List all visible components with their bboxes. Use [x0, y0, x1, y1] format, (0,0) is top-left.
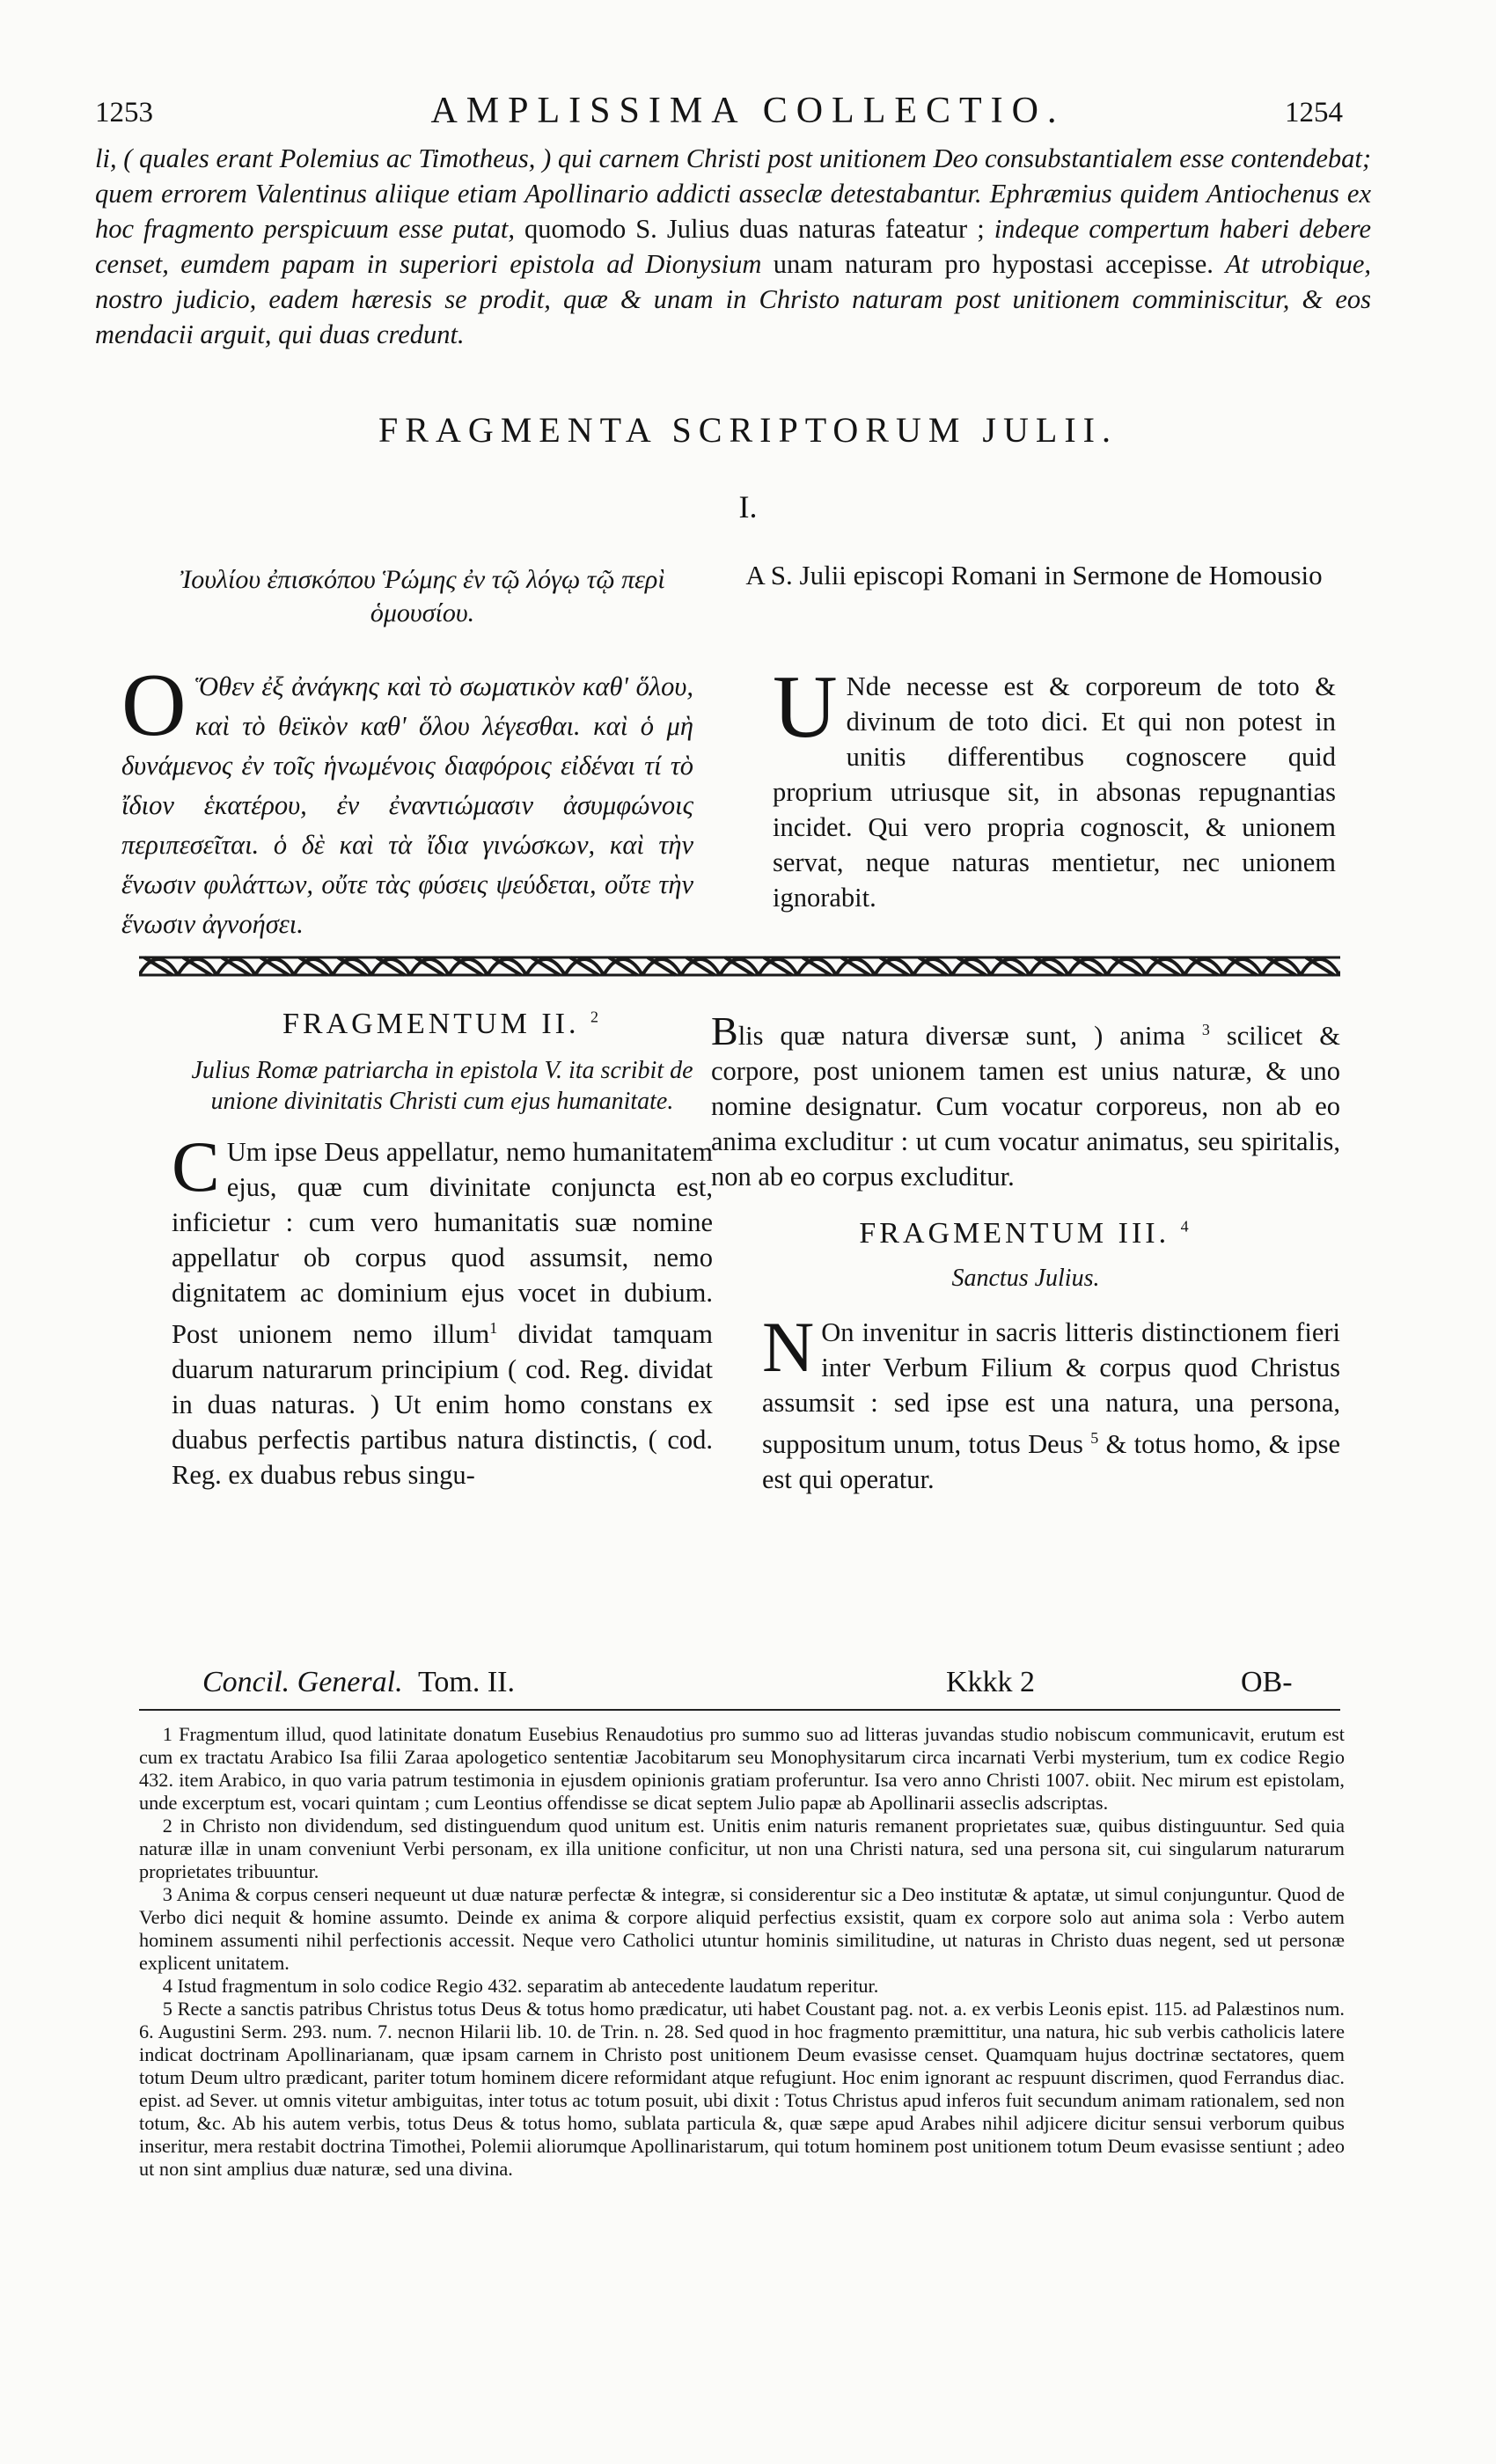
fragment-3-heading — [711, 1217, 1340, 1250]
fragment-2-note-mark-c: 3 — [1201, 1021, 1210, 1038]
fragment-3-note-mark-b: 5 — [1090, 1429, 1099, 1448]
intro-text-1: li, ( quales erant Polemius ac Timotheus, ) qui carnem Christi post unitionem Deo consubstantialem esse contendebat; quem errorem Valentinus aliique etiam Apollinario addicti asseclæ detestabantur. Ephræmius quidem Antiochenus ex hoc fragmento perspicuum esse putat, — [95, 143, 1371, 244]
fragment-2-text — [172, 1126, 713, 1492]
fragment-2-heading — [172, 1008, 713, 1041]
latin-text-block — [773, 657, 1336, 915]
latin-heading: A S. Julii episcopi Romani in Sermone de Homousio — [745, 560, 1323, 590]
footnote-5: 5 Recte a sanctis patribus Christus totus Deus & totus homo prædicatur, uti habet Coustant pag. not. a. ex verbis Leonis epist. 115. ad Palæstinos num. 6. Augustini Serm. 293. num. 7. necnon Hilarii lib. 10. de Trin. n. 28. Sed quod in hoc fragmento præmittitur, una natura, hic sub verbis catholicis latere indicat doctrinam Apollinarianam, quæ ipsam carnem in Christo post unitionem Deum evasisse censet. Quamquam hujus doctrinæ sectatores, quem totum Deum ultro prædicant, pariter totum hominem dicere reformidant atque refugiunt. Hoc enim ignorant ac respuunt discrimen, quod Ferrandus diac. epist. ad Sever. ut omnis vitetur ambiguitas, inter totus ac totum posuit, ubi dixit : Totus Christus apud inferos fuit secundum animam rationalem, sed non totum, &c. Ab his autem verbis, totus Deus & totus homo, sublata particula &, quæ sæpe apud Arabes nihil adjicere dicitur sensui verborum quibus inseritur, mera restabit doctrina Timothei, Polemii aliorumque Apollinaristarum, qui totum hominem post unitionem totum Deum evasisse sentiunt ; adeo ut non sint amplius duæ naturæ, sed una divina. — [139, 1998, 1345, 2180]
section-title: FRAGMENTA SCRIPTORUM JULII. — [378, 410, 1118, 450]
footnote-3: 3 Anima & corpus censeri nequeunt ut duæ naturæ perfectæ & integræ, si considerentur sic a Deo institutæ & aptatæ, ut simul conjunguntur. Quod de Verbo dici nequit & homine assumto. Deinde ex anima & corpore aliquid perfectius exsistit, quam ex corpore solo aut anima sola : Verbo autem hominem assumenti nihil perfectionis accessit. Neque vero Catholici utuntur hominis similitudine, ut naturas in Christo duas negent, sed ut personæ explicent unitatem. — [139, 1883, 1345, 1974]
ornamental-divider — [139, 950, 1340, 982]
intro-text-2: quomodo S. Julius duas naturas fateatur ; — [514, 214, 994, 244]
footnote-rule — [139, 1709, 1340, 1711]
footer-signature: Kkkk 2 — [946, 1666, 1036, 1698]
fragment-2-subtitle: Julius Romæ patriarcha in epistola V. ita scribit de unione divinitatis Christi cum ejus humanitate. — [191, 1057, 693, 1115]
intro-text-4: unam naturam pro hypostasi accepisse. — [761, 249, 1226, 279]
fragment-2-cont-a: lis quæ natura diversæ sunt, ) anima — [737, 1021, 1185, 1052]
intro-text-5: At utrobique, nostro judicio, eadem hæresis se prodit, quæ & unam in Christo naturam post unitionem comminiscitur, & eos mendacii arguit, qui duas credunt. — [95, 249, 1371, 349]
intro-text-3: indeque compertum haberi debere censet, eumdem papam in superiori epistola ad Dionysium — [95, 214, 1372, 279]
greek-heading: Ἰουλίου ἐπισκόπου Ῥώμης ἐν τῷ λόγῳ τῷ περὶ ὁμουσίου. — [180, 565, 665, 627]
fragment-2-text-a: Um ipse Deus appellatur, nemo humanitatem ejus, quæ cum divinitate conjuncta est, inficietur : cum vero humanitatis suæ nomine appellatur ob corpus quod assumsit, nemo dignitatem ac dominium ejus vocet in dubium. Post unionem nemo illum — [172, 1137, 713, 1350]
latin-text: Nde necesse est & corporeum de toto & divinum de toto dici. Et qui non potest in unitis differentibus cognoscere quid proprium utriusque sit, in absonas repugnantias incidet. Qui vero propria cognoscit, & unionem servat, neque naturas mentietur, nec unionem ignorabit. — [773, 671, 1336, 913]
fragment-2-drop-cap: C — [172, 1126, 220, 1206]
footer-catchword: OB- — [1241, 1666, 1293, 1698]
latin-drop-cap: U — [773, 657, 838, 757]
footer-tome: Tom. II. — [418, 1666, 515, 1698]
greek-text-block — [121, 656, 693, 944]
page-number-right: 1254 — [1285, 97, 1343, 128]
fragment-3-note-mark: 4 — [1180, 1217, 1192, 1236]
footnotes — [139, 1723, 1345, 2181]
fragment-2-cont-b: scilicet & corpore, post unionem tamen est unius naturæ, & uno nomine designatur. Cum vocatur corporeus, non ab eo anima excluditur : ut cum vocatur animatus, seu spiritalis, non ab eo corpus excluditur. — [711, 1021, 1340, 1192]
fragment-3-subtitle: Sanctus Julius. — [951, 1265, 1100, 1293]
margin-letter-b: B — [711, 1008, 738, 1054]
fragment-3-text — [711, 1307, 1340, 1497]
fragment-2-note-mark: 2 — [590, 1008, 602, 1026]
greek-text: Ὅθεν ἐξ ἀνάγκης καὶ τὸ σωματικὸν καθ' ὅλου, καὶ τὸ θεϊκὸν καθ' ὅλου λέγεσθαι. καὶ ὁ μὴ δυνάμενος ἐν τοῖς ἡνωμένοις διαφόροις εἰδέναι τί τὸ ἴδιον ἑκατέρου, ἐν ἐναντιώμασιν ἀσυμφώνοις περιπεσεῖται. ὁ δὲ καὶ τὰ ἴδια γινώσκων, καὶ τὴν ἕνωσιν φυλάττων, οὔτε τὰς φύσεις ψεύδεται, οὔτε τὴν ἕνωσιν ἀγνοήσει. — [121, 671, 693, 939]
footnote-2: 2 in Christo non dividendum, sed distinguendum quod unitum est. Unitis enim naturis remanent proprietates suæ, quibus distinguuntur. Sed quia naturæ illæ in unam conveniunt Verbi personam, ex illa unitione conficitur, ut non una Christi natura, sed una persona sit, cui singularum naturarum proprietates tribuuntur. — [139, 1815, 1345, 1882]
fragment-3-text-b: & totus homo, & ipse est qui operatur. — [762, 1429, 1340, 1495]
page-number-left: 1253 — [95, 97, 153, 128]
fragment-2-title: FRAGMENTUM II. — [282, 1008, 580, 1040]
fragment-3-drop-cap: N — [762, 1307, 815, 1388]
footer-source: Concil. General. — [202, 1666, 403, 1698]
intro-paragraph — [95, 141, 1371, 352]
fragment-2-note-mark-b: 1 — [489, 1319, 498, 1337]
footnote-1: 1 Fragmentum illud, quod latinitate donatum Eusebius Renaudotius pro summo suo ad litteras juvandas studio nobiscum communicavit, erutum est cum ex tractatu Arabico Isa filii Zaraa apologetico sententiæ Jacobitarum seu Monophysitarum circa incarnati Verbi mysterium, tum ex codice Regio 432. item Arabico, in quo varia patrum testimonia in ejusdem opinionis gratiam proferuntur. Isa vero anno Christi 1007. obiit. Nec mirum est epistolam, unde excerptum est, vocari quintam ; cum Leontius offendisse se dicat septem Julio papæ ab Apollinarii asseclis adscriptas. — [139, 1723, 1345, 1814]
footnote-4: 4 Istud fragmentum in solo codice Regio 432. separatim ab antecedente laudatum reperitur. — [162, 1975, 879, 1997]
fragment-2-continuation — [711, 1008, 1340, 1194]
fragment-3-text-a: On invenitur in sacris litteris distinctionem fieri inter Verbum Filium & corpus quod Christus assumsit : sed ipse est una natura, una persona, suppositum unum, totus Deus — [762, 1317, 1340, 1460]
fragment-3-title: FRAGMENTUM III. — [859, 1217, 1170, 1250]
running-title: AMPLISSIMA COLLECTIO. — [430, 91, 1066, 131]
right-column — [711, 1008, 1340, 1497]
greek-drop-cap: Ο — [121, 656, 187, 755]
fragment-numeral: I. — [738, 489, 758, 524]
left-column — [172, 1008, 713, 1492]
fragment-2-text-b: dividat tamquam duarum naturarum principium ( cod. Reg. dividat in duas naturas. ) Ut enim homo constans ex duabus perfectis partibus natura distinctis, ( cod. Reg. ex duabus rebus singu- — [172, 1319, 713, 1491]
